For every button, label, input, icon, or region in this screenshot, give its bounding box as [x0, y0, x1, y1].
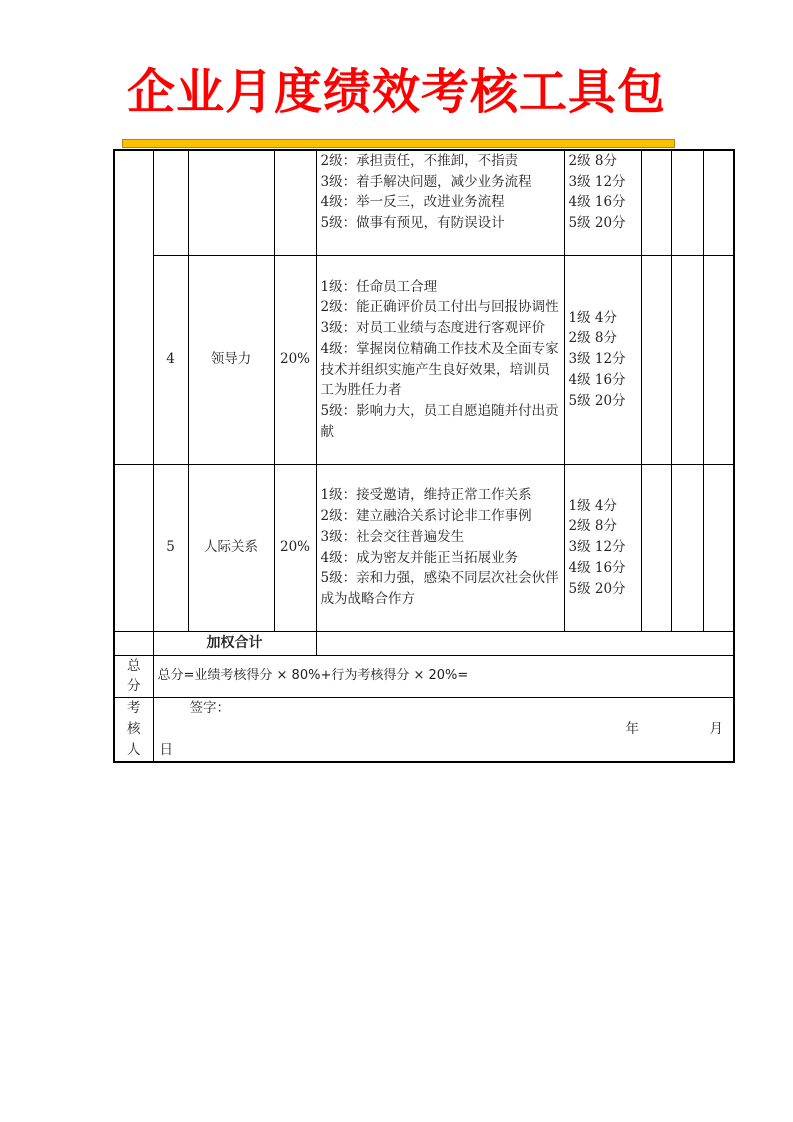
document-title: 企业月度绩效考核工具包: [126, 64, 666, 120]
category-cell: [114, 150, 153, 464]
total-score-label: [114, 655, 153, 697]
signature-area[interactable]: [153, 697, 734, 762]
level-text: 5级：做事有预见，有防误设计: [320, 215, 505, 232]
manager-score-cell[interactable]: [671, 255, 703, 464]
final-score-cell[interactable]: [703, 464, 734, 631]
self-score-cell[interactable]: [641, 150, 671, 255]
score-text: 3级 12分: [568, 173, 626, 190]
level-description-cell: [316, 464, 564, 631]
item-cell: 人际关系: [188, 464, 274, 631]
table-row: [114, 150, 734, 255]
index-cell: [153, 150, 188, 255]
level-text: 5级：亲和力强，感染不同层次社会伙伴成为战略合作方: [320, 570, 559, 607]
table-row: [114, 464, 734, 631]
level-text: 2级：建立融洽关系讨论非工作事例: [320, 508, 532, 525]
date-month: 月: [709, 720, 723, 737]
score-scale-cell: [564, 464, 641, 631]
manager-score-cell[interactable]: [671, 150, 703, 255]
final-score-cell[interactable]: [703, 150, 734, 255]
reviewer-row: [114, 697, 734, 762]
score-text: 5级 20分: [568, 392, 626, 409]
level-text: 3级：着手解决问题，减少业务流程: [320, 173, 532, 190]
label-char: 考: [127, 700, 141, 717]
level-text: 4级：成为密友并能正当拓展业务: [320, 549, 519, 566]
label-char: 分: [127, 678, 141, 695]
category-cell: [114, 464, 153, 631]
self-score-cell[interactable]: [641, 464, 671, 631]
level-text: 1级：接受邀请，维持正常工作关系: [320, 487, 532, 504]
score-text: 2级 8分: [568, 518, 617, 535]
level-text: 4级：举一反三，改进业务流程: [320, 194, 505, 211]
level-text: 2级：能正确评价员工付出与回报协调性: [320, 299, 559, 316]
level-text: 3级：对员工业绩与态度进行客观评价: [320, 320, 546, 337]
score-text: 3级 12分: [568, 539, 626, 556]
manager-score-cell[interactable]: [671, 464, 703, 631]
score-text: 1级 4分: [568, 497, 617, 514]
score-text: 2级 8分: [568, 153, 617, 169]
score-text: 1级 4分: [568, 309, 617, 326]
appraisal-table: [113, 149, 735, 763]
date-year: 年: [625, 720, 639, 737]
index-cell: 5: [153, 464, 188, 631]
self-score-cell[interactable]: [641, 255, 671, 464]
score-text: 5级 20分: [568, 215, 626, 232]
score-text: 4级 16分: [568, 194, 626, 211]
level-description-cell: [316, 150, 564, 255]
final-score-cell[interactable]: [703, 255, 734, 464]
label-char: 总: [127, 657, 141, 674]
score-scale-cell: [564, 150, 641, 255]
label-char: 核: [127, 721, 141, 738]
date-day: 日: [159, 741, 173, 758]
reviewer-label: [114, 697, 153, 762]
index-cell: 4: [153, 255, 188, 464]
weighted-total-row: [114, 631, 734, 655]
level-text: 5级：影响力大，员工自愿追随并付出贡献: [320, 402, 559, 440]
weight-cell: [274, 150, 316, 255]
item-cell: 领导力: [188, 255, 274, 464]
weight-cell: 20%: [274, 464, 316, 631]
total-score-row: [114, 655, 734, 697]
level-text: 4级：掌握岗位精确工作技术及全面专家技术并组织实施产生良好效果，培训员工为胜任力者: [320, 340, 559, 399]
signature-label: 签字：: [189, 699, 230, 716]
score-scale-cell: [564, 255, 641, 464]
level-description-cell: [316, 255, 564, 464]
item-cell: [188, 150, 274, 255]
score-text: 4级 16分: [568, 371, 626, 388]
label-char: 人: [127, 741, 141, 758]
score-text: 2级 8分: [568, 330, 617, 347]
blank-cell: [114, 631, 153, 655]
level-text: 1级：任命员工合理: [320, 278, 438, 295]
weight-cell: 20%: [274, 255, 316, 464]
level-text: 2级：承担责任，不推卸，不指责: [320, 153, 519, 169]
total-score-formula[interactable]: 总分=业绩考核得分 × 80%+行为考核得分 × 20%=: [153, 655, 734, 697]
score-text: 4级 16分: [568, 559, 626, 576]
table-row: [114, 255, 734, 464]
level-text: 3级：社会交往普遍发生: [320, 528, 465, 545]
weighted-total-value[interactable]: [316, 631, 734, 655]
score-text: 5级 20分: [568, 580, 626, 597]
weighted-total-label: 加权合计: [153, 631, 316, 655]
title-underline-bar: [122, 139, 675, 148]
score-text: 3级 12分: [568, 351, 626, 368]
